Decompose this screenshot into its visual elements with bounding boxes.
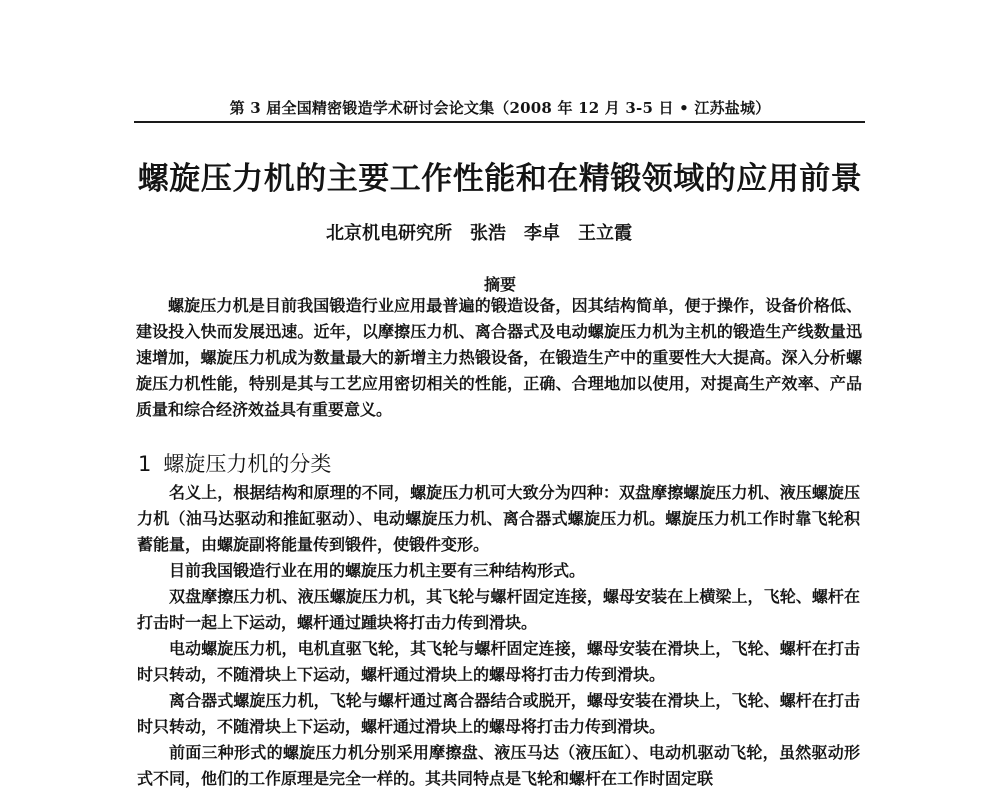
running-header: 第 3 届全国精密锻造学术研讨会论文集（2008 年 12 月 3-5 日 • 江苏盐城） xyxy=(229,99,771,117)
author-line xyxy=(326,219,632,245)
body-paragraph: 前面三种形式的螺旋压力机分别采用摩擦盘、液压马达（液压缸）、电动机驱动飞轮，虽然驱动形式不同，他们的工作原理是完全一样的。其共同特点是飞轮和螺杆在工作时固定联 xyxy=(137,743,860,788)
body-paragraph: 目前我国锻造行业在用的螺旋压力机主要有三种结构形式。 xyxy=(169,561,586,580)
section-title: 螺旋压力机的分类 xyxy=(163,452,332,476)
author-name: 王立霞 xyxy=(578,223,632,244)
body-paragraph: 电动螺旋压力机，电机直驱飞轮，其飞轮与螺杆固定连接，螺母安装在滑块上，飞轮、螺杆在打击时只转动，不随滑块上下运动，螺杆通过滑块上的螺母将打击力传到滑块。 xyxy=(137,639,860,684)
header-rule xyxy=(134,121,865,123)
author-name: 李卓 xyxy=(524,223,560,244)
section-heading xyxy=(138,448,331,478)
body-paragraph: 名义上，根据结构和原理的不同，螺旋压力机可大致分为四种：双盘摩擦螺旋压力机、液压螺旋压力机（油马达驱动和推缸驱动）、电动螺旋压力机、离合器式螺旋压力机。螺旋压力机工作时靠飞轮积蓄能量，由螺旋副将能量传到锻件，使锻件变形。 xyxy=(137,483,860,554)
body-paragraph: 离合器式螺旋压力机，飞轮与螺杆通过离合器结合或脱开，螺母安装在滑块上，飞轮、螺杆在打击时只转动，不随滑块上下运动，螺杆通过滑块上的螺母将打击力传到滑块。 xyxy=(137,691,860,736)
abstract-heading: 摘要 xyxy=(483,275,516,294)
author-name: 张浩 xyxy=(470,223,506,244)
paper-title: 螺旋压力机的主要工作性能和在精锻领域的应用前景 xyxy=(137,161,863,197)
abstract-text: 螺旋压力机是目前我国锻造行业应用最普遍的锻造设备，因其结构简单，便于操作，设备价格低、建设投入快而发展迅速。近年，以摩擦压力机、离合器式及电动螺旋压力机为主机的锻造生产线数量迅速增加，螺旋压力机成为数量最大的新增主力热锻设备，在锻造生产中的重要性大大提高。深入分析螺旋压力机性能，特别是其与工艺应用密切相关的性能，正确、合理地加以使用，对提高生产效率、产品质量和综合经济效益具有重要意义。 xyxy=(136,296,862,419)
body-text xyxy=(137,480,860,792)
affiliation: 北京机电研究所 xyxy=(326,223,452,244)
section-number: 1 xyxy=(138,452,152,476)
body-paragraph: 双盘摩擦压力机、液压螺旋压力机，其飞轮与螺杆固定连接，螺母安装在上横梁上，飞轮、螺杆在打击时一起上下运动，螺杆通过踵块将打击力传到滑块。 xyxy=(137,587,860,632)
